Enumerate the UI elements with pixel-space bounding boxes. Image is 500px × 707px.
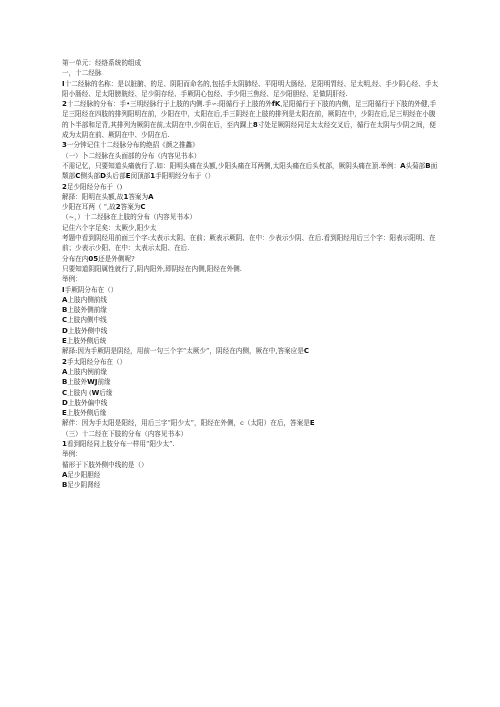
paragraph: I十二经脉的名称：是以脏腑、的足、阴阳而命名的,包括手太阴肺经、平阳明大肠经、足阳明胃经、足太明,经、手少阴心经、手太阳小肠经、足太阳膀胱经、足少阴存经、手厥阴心包经、手少阳三焦经、足少阳胆经、足做阴肝经. (62, 79, 439, 98)
answer-option: B上肢外WJ前缘 (62, 378, 111, 387)
answer-option: A足少阳胆经 (62, 470, 101, 479)
answer-option: C上肢内 (W后缘 (62, 388, 113, 397)
answer-option: D上肢外侧中线 (62, 326, 108, 335)
unit-title: 第一单元：经络系统的组成 (62, 59, 142, 67)
text-line: 1看到阳经同上肢分布一样用“阳少太”. (62, 439, 175, 448)
text-line: 记住六个字足矣：太厥少,阳少太 (62, 223, 157, 232)
answer-option: D上肢外偏中线 (62, 398, 108, 407)
paragraph: 考题中看到阴经用前面三个字:太表示太阴、在前；厥表示厥阴、在中：少表示少阴、在后.看到阳经用后三个字：阳表示阳明、在前；少表示少阳、在中：太表示太阳、在后. (62, 234, 436, 253)
text-line: 举例： (62, 275, 82, 284)
text-line: 2足少阳经分布于（) (62, 182, 123, 191)
answer-option: C上肢内侧中线 (62, 316, 107, 325)
question: I手厥阴分布在（） (62, 285, 118, 294)
text-line: 解择：阳明在头额,故1答案为A (62, 192, 154, 201)
question: 循形于下肢外侧中线的是（） (62, 460, 148, 469)
subsection-heading: （三）十二经在下肢的分布（内容见书本） (62, 429, 188, 438)
answer-option: A上肢内侧前线 (62, 295, 107, 304)
subsection-heading: （~，）十二经脉在上肢的分布（内容见书本） (62, 213, 197, 222)
text-line: 少阳在耳两（ “,故2答案为C (62, 203, 146, 212)
question: 2手太阳经分布在（） (62, 357, 127, 366)
text-line: 只要知道阴阳属性就行了,阴内阳外,即阴经在内侧,阳经在外侧. (62, 264, 242, 273)
subsection-heading: （一）卜二经脉在头面部的分布（内容见书本） (62, 151, 201, 160)
answer-option: B上肢外侧前缘 (62, 306, 107, 315)
subsection-heading: 3一分钟记住十二经脉分布的绝招《颜之推蠡》 (62, 141, 199, 150)
text-line: 分布在内05还是外侧呢? (62, 254, 135, 263)
text-line: 举例： (62, 450, 82, 459)
answer-option: E上肢外侧后统 (62, 337, 107, 346)
document-body (62, 58, 440, 490)
paragraph: 不需记忆，只要知道头痛就行了.如：阳明头痛在头额,少阳头痛在耳两侧,太阳头痛在后头枕部，厥阴头痛在顶.举例：A头菊部B面颓部C侧头部D头后部E闵顶部1手阳明经分布于（） (62, 161, 438, 181)
answer-option: E上肢外侧后缘 (62, 409, 107, 418)
section-heading: 一，十二经脉 (62, 69, 102, 78)
paragraph: 解择:因为手厥阴是阴经，用前一句三个字“太厥少”，阴经在内侧，厥在中,答案应是C (62, 347, 309, 356)
paragraph: 解伴：因为手太阳是阳经，用后三字“阳少太”，阳经在外侧，с（太阳）在后，答案是E (62, 419, 315, 428)
paragraph: 2十二经脉的分布：手•三明经脉行于上肢的内侧.手∽:阳循行于上肢的外fK,足阳循行于下肢的内侧，足三阳循行于下肢的外健,手足三阳经在四肢的排列阳明在前，少阳在中，太阳在后,手三阴经在上肢的排列是太阳在前，厥阴在中，少阴在后,足三明经在小腹的卜半部和足背,其排列为厥阴在前,太阴在中,少阴在后，至内踝上8寸处足厥阴经同足太太经交叉后，循行在太阴与少阴之间，便成为太阴在前、厥阴在中、少阴在后. (62, 100, 437, 140)
answer-option: A上肢内例前缘 (62, 367, 107, 376)
answer-option: B足少阴肾经 (62, 481, 101, 490)
